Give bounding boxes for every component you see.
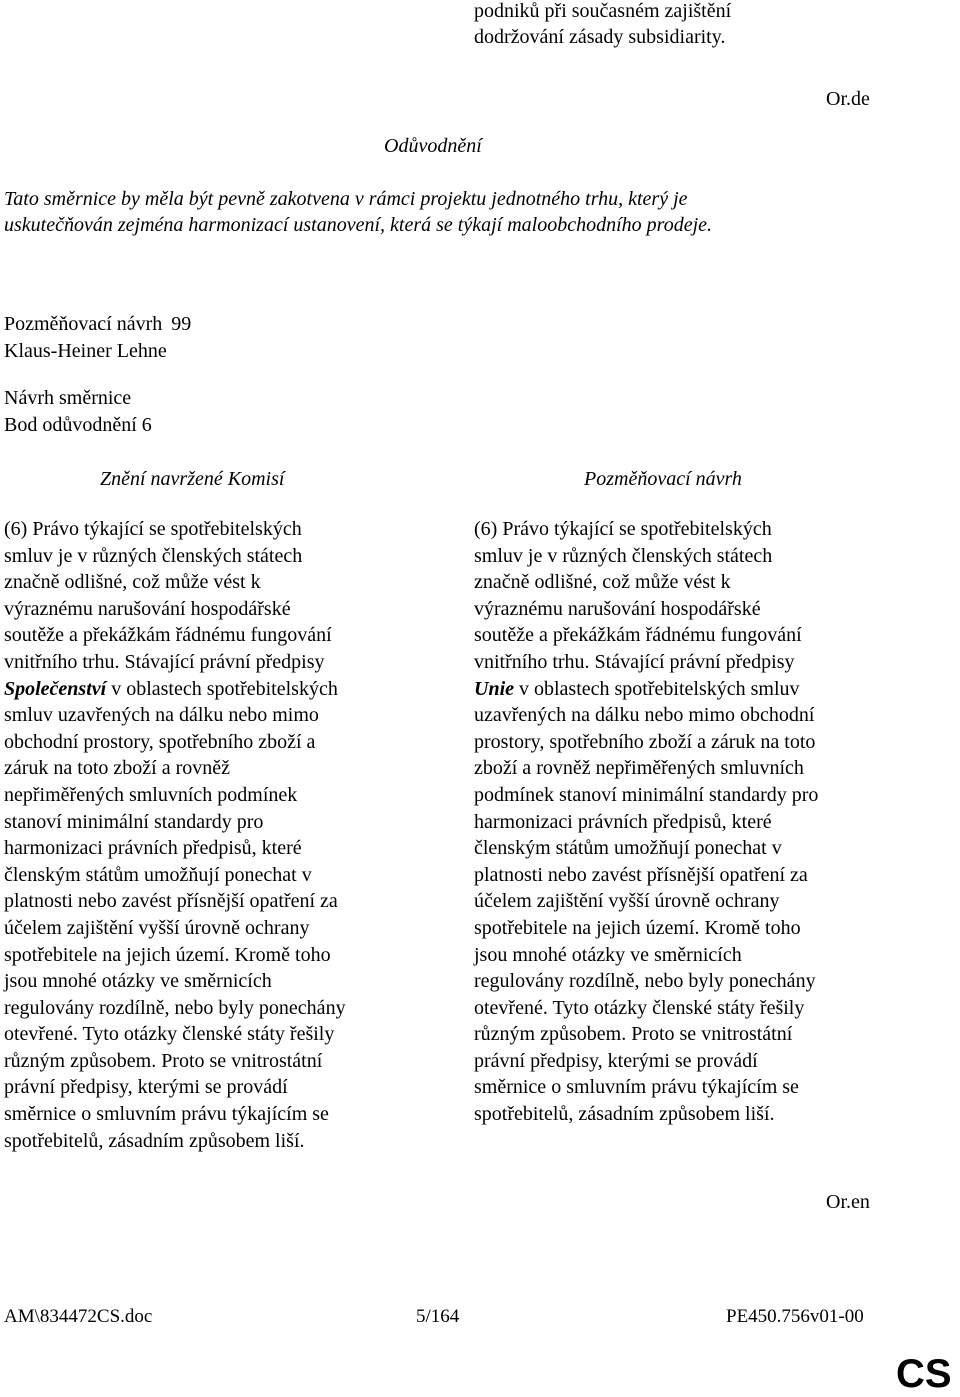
line-text: vnitřního trhu. Stávající právní předpisy [474,650,795,673]
right-column-line [474,862,894,889]
right-column-line [474,702,894,729]
right-column-line [474,1048,894,1075]
left-column-line [4,888,424,915]
line-text: otevřené. Tyto otázky členské státy řešily [4,1023,335,1046]
line-text: smluv je v různých členských státech [474,544,773,567]
line-text: nepřiměřených smluvních podmínek [4,783,298,806]
left-column-text [4,516,424,1154]
line-text: platnosti nebo zavést přísnější opatření za [4,890,338,913]
left-column-line [4,649,424,676]
right-column-line [474,915,894,942]
continuation-line-2: dodržování zásady subsidiarity. [474,26,726,48]
left-column-line [4,1048,424,1075]
line-text: v oblastech spotřebitelských smluv [514,677,800,700]
left-column-line [4,1128,424,1155]
left-column-line [4,1101,424,1128]
line-text: spotřebitelů, zásadním způsobem liší. [4,1129,305,1152]
line-text: podmínek stanoví minimální standardy pro [474,783,819,806]
left-column-line [4,569,424,596]
right-column-line [474,516,894,543]
line-text: zboží a rovněž nepřiměřených smluvních [474,757,804,780]
line-text: výraznému narušování hospodářské [474,597,761,620]
right-column-line [474,835,894,862]
right-column-line [474,1074,894,1101]
footer-document-id: AM\834472CS.doc [4,1306,153,1327]
line-text: jsou mnohé otázky ve směrnicích [4,970,272,993]
amendment-target: Bod odůvodnění 6 [4,414,152,436]
right-column-text [474,516,894,1128]
line-text: uzavřených na dálku nebo mimo obchodní [474,704,815,727]
line-text: harmonizaci právních předpisů, které [474,810,772,833]
right-column-line [474,729,894,756]
line-text: prostory, spotřebního zboží a záruk na toto [474,730,816,753]
line-text: stanoví minimální standardy pro [4,810,264,833]
line-text: (6) Právo týkající se spotřebitelských [474,518,772,540]
justification-line-1: Tato směrnice by měla být pevně zakotvena v rámci projektu jednotného trhu, který je [4,188,688,210]
line-text: soutěže a překážkám řádnému fungování [474,624,802,647]
left-column-line [4,755,424,782]
right-column-line [474,569,894,596]
line-text: účelem zajištění vyšší úrovně ochrany [474,890,780,913]
left-column-line [4,862,424,889]
left-column-line [4,968,424,995]
line-text: účelem zajištění vyšší úrovně ochrany [4,916,310,939]
left-column-line [4,676,424,703]
left-column-line [4,702,424,729]
line-text: smluv je v různých členských státech [4,544,303,567]
justification-line-2: uskutečňován zejména harmonizací ustanovení, která se týkají maloobchodního prodeje. [4,214,712,236]
right-column-line [474,782,894,809]
line-text: spotřebitele na jejich území. Kromě toho [4,943,331,966]
footer-reference: PE450.756v01-00 [726,1306,864,1327]
line-text: spotřebitelů, zásadním způsobem liší. [474,1103,775,1126]
right-column-heading: Pozměňovací návrh [584,468,742,490]
amendment-number: 99 [171,313,192,335]
amendment-author: Klaus-Heiner Lehne [4,340,167,362]
line-text: regulovány rozdílně, nebo byly ponechány [4,996,346,1019]
amendment-document: Návrh směrnice [4,387,132,409]
left-column-line [4,915,424,942]
line-text: soutěže a překážkám řádnému fungování [4,624,332,647]
right-column-line [474,622,894,649]
emphasized-term: Společenství [4,677,107,700]
amendment-label: Pozměňovací návrh [4,313,163,335]
continuation-line-1: podniků při současném zajištění [474,0,732,22]
left-column-heading: Znění navržené Komisí [100,468,285,490]
line-text: záruk na toto zboží a rovněž [4,757,231,780]
left-column-line [4,1074,424,1101]
right-column-line [474,543,894,570]
amendment-header [4,311,191,338]
line-text: různým způsobem. Proto se vnitrostátní [4,1049,323,1072]
right-column-line [474,888,894,915]
line-text: spotřebitele na jejich území. Kromě toho [474,916,801,939]
line-text: regulovány rozdílně, nebo byly ponechány [474,970,816,993]
line-text: členským státům umožňují ponechat v [474,837,782,860]
language-badge: CS [896,1352,952,1396]
right-column-line [474,596,894,623]
line-text: jsou mnohé otázky ve směrnicích [474,943,742,966]
right-column-line [474,755,894,782]
line-text: značně odlišné, což může vést k [474,571,731,594]
line-text: platnosti nebo zavést přísnější opatření za [474,863,808,886]
emphasized-term: Unie [474,677,514,700]
original-language-en: Or.en [826,1191,870,1213]
line-text: v oblastech spotřebitelských [106,677,338,700]
line-text: směrnice o smluvním právu týkajícím se [4,1103,329,1126]
right-column-line [474,809,894,836]
original-language-de: Or.de [826,88,870,110]
left-column-line [4,516,424,543]
right-column-line [474,676,894,703]
line-text: různým způsobem. Proto se vnitrostátní [474,1023,793,1046]
justification-title: Odůvodnění [384,135,482,157]
line-text: právní předpisy, kterými se provádí [4,1076,288,1099]
left-column-line [4,622,424,649]
footer-page-number: 5/164 [416,1306,460,1327]
left-column-line [4,809,424,836]
line-text: značně odlišné, což může vést k [4,571,261,594]
left-column-line [4,942,424,969]
left-column-line [4,782,424,809]
left-column-line [4,1021,424,1048]
left-column-line [4,543,424,570]
line-text: vnitřního trhu. Stávající právní předpisy [4,650,325,673]
right-column-line [474,968,894,995]
left-column-line [4,729,424,756]
right-column-line [474,1101,894,1128]
left-column-line [4,596,424,623]
left-column-line [4,995,424,1022]
right-column-line [474,1021,894,1048]
right-column-line [474,995,894,1022]
line-text: směrnice o smluvním právu týkajícím se [474,1076,799,1099]
line-text: harmonizaci právních předpisů, které [4,837,302,860]
line-text: otevřené. Tyto otázky členské státy řešily [474,996,805,1019]
line-text: smluv uzavřených na dálku nebo mimo [4,704,319,727]
line-text: členským státům umožňují ponechat v [4,863,312,886]
right-column-line [474,942,894,969]
line-text: obchodní prostory, spotřebního zboží a [4,730,316,753]
line-text: výraznému narušování hospodářské [4,597,291,620]
left-column-line [4,835,424,862]
line-text: (6) Právo týkající se spotřebitelských [4,518,302,540]
right-column-line [474,649,894,676]
line-text: právní předpisy, kterými se provádí [474,1049,758,1072]
